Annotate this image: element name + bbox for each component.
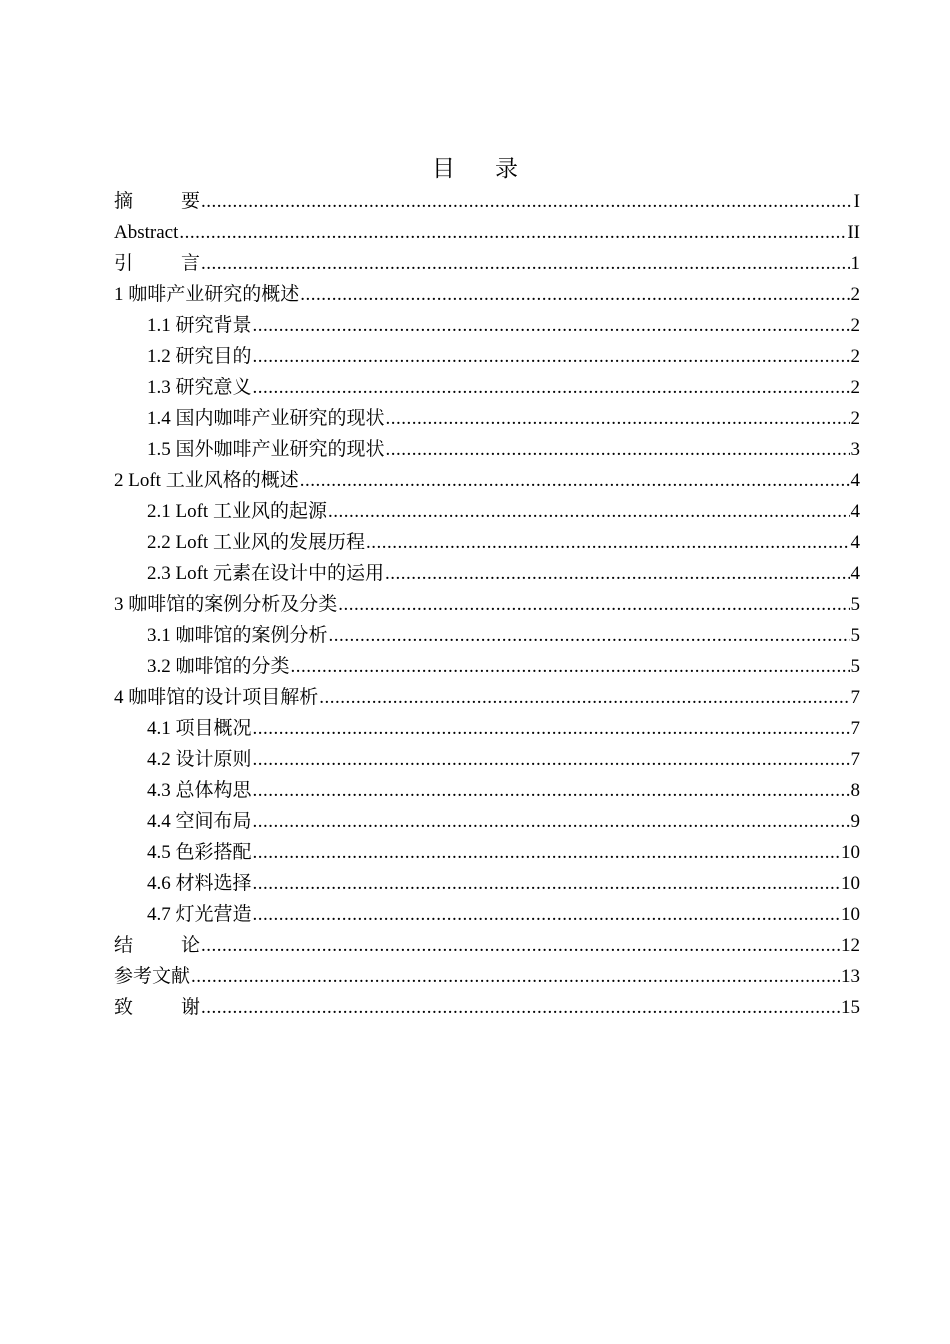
toc-entry-label: 4.6 材料选择	[147, 873, 252, 894]
toc-entry[interactable]	[114, 589, 860, 620]
toc-entry-page-number: 7	[850, 749, 860, 770]
toc-entry-label: 4.4 空间布局	[147, 811, 252, 832]
toc-dot-leader	[179, 217, 846, 248]
toc-entry-page-number: 4	[850, 532, 860, 553]
toc-dot-leader	[319, 682, 849, 713]
toc-entry-page-number: 10	[841, 842, 860, 863]
toc-dot-leader	[201, 930, 840, 961]
toc-dot-leader	[338, 589, 849, 620]
toc-entry-label: 3.1 咖啡馆的案例分析	[147, 625, 328, 646]
toc-dot-leader	[386, 403, 850, 434]
toc-entry[interactable]	[114, 620, 860, 651]
toc-entry-page-number: 5	[850, 625, 860, 646]
toc-entry-label: 4.2 设计原则	[147, 749, 252, 770]
toc-entry-label: 4.1 项目概况	[147, 718, 252, 739]
toc-entry-label-first-char: 引	[114, 253, 134, 274]
toc-entry[interactable]	[114, 744, 860, 775]
toc-entry-label	[114, 992, 200, 1023]
toc-entry-label: 2.2 Loft 工业风的发展历程	[147, 532, 365, 553]
toc-entry-label-second-char: 要	[181, 191, 201, 212]
toc-entry-page-number: 3	[850, 439, 860, 460]
toc-entry-page-number: 10	[841, 904, 860, 925]
toc-dot-leader	[328, 496, 850, 527]
toc-title	[0, 152, 950, 186]
toc-entry[interactable]	[114, 682, 860, 713]
toc-entry-page-number: 4	[850, 470, 860, 491]
toc-entry-label: 4 咖啡馆的设计项目解析	[114, 687, 319, 708]
toc-entry-label	[114, 186, 200, 217]
toc-dot-leader	[253, 310, 850, 341]
toc-entry[interactable]	[114, 930, 860, 961]
toc-entry-label: 1.4 国内咖啡产业研究的现状	[147, 408, 385, 429]
toc-entry-label-first-char: 结	[114, 935, 134, 956]
toc-entry-label-second-char: 言	[181, 253, 201, 274]
toc-entry-label: 3.2 咖啡馆的分类	[147, 656, 290, 677]
toc-entry[interactable]	[114, 186, 860, 217]
toc-dot-leader	[253, 372, 850, 403]
toc-entry-page-number: 15	[841, 997, 860, 1018]
toc-entry-label: Abstract	[114, 222, 179, 243]
toc-entry-page-number: 5	[850, 656, 860, 677]
toc-entry[interactable]	[114, 496, 860, 527]
toc-entry-page-number: 2	[850, 377, 860, 398]
toc-dot-leader	[366, 527, 850, 558]
toc-entry[interactable]	[114, 434, 860, 465]
toc-dot-leader	[291, 651, 850, 682]
toc-entry[interactable]	[114, 248, 860, 279]
toc-entry-page-number: 2	[850, 284, 860, 305]
toc-entry[interactable]	[114, 899, 860, 930]
toc-entry-page-number: 13	[841, 966, 860, 987]
toc-entry-page-number: 4	[850, 563, 860, 584]
toc-entry[interactable]	[114, 465, 860, 496]
toc-entry[interactable]	[114, 558, 860, 589]
toc-entry-label: 4.5 色彩搭配	[147, 842, 252, 863]
toc-entry[interactable]	[114, 341, 860, 372]
toc-entry-page-number: I	[853, 191, 860, 212]
toc-entry-page-number: 2	[850, 408, 860, 429]
toc-dot-leader	[253, 775, 850, 806]
toc-title-left: 目	[432, 156, 455, 182]
toc-entry-label: 1.1 研究背景	[147, 315, 252, 336]
toc-entry-page-number: 7	[850, 718, 860, 739]
toc-entry-label-first-char: 摘	[114, 191, 134, 212]
toc-entry-page-number: 5	[850, 594, 860, 615]
toc-entry-page-number: 2	[850, 346, 860, 367]
toc-dot-leader	[300, 279, 849, 310]
toc-entry-label: 2.1 Loft 工业风的起源	[147, 501, 327, 522]
toc-entry-label	[114, 248, 200, 279]
toc-entry-page-number: 2	[850, 315, 860, 336]
toc-entry[interactable]	[114, 837, 860, 868]
toc-entry-page-number: 8	[850, 780, 860, 801]
toc-dot-leader	[386, 434, 850, 465]
toc-entry[interactable]	[114, 403, 860, 434]
toc-dot-leader	[253, 899, 840, 930]
toc-entry[interactable]	[114, 651, 860, 682]
toc-dot-leader	[253, 837, 840, 868]
toc-entry[interactable]	[114, 527, 860, 558]
toc-entry-label: 3 咖啡馆的案例分析及分类	[114, 594, 338, 615]
toc-entry-page-number: 1	[850, 253, 860, 274]
toc-entry-page-number: 4	[850, 501, 860, 522]
toc-entry-label: 1 咖啡产业研究的概述	[114, 284, 300, 305]
toc-dot-leader	[201, 992, 840, 1023]
toc-entry-label: 4.3 总体构思	[147, 780, 252, 801]
toc-entry-label: 2 Loft 工业风格的概述	[114, 470, 299, 491]
toc-dot-leader	[253, 713, 850, 744]
toc-dot-leader	[253, 868, 840, 899]
toc-entry[interactable]	[114, 992, 860, 1023]
toc-entry-label: 1.2 研究目的	[147, 346, 252, 367]
toc-entry[interactable]	[114, 372, 860, 403]
toc-dot-leader	[253, 806, 850, 837]
toc-entry-page-number: 9	[850, 811, 860, 832]
toc-entry-label-second-char: 谢	[181, 997, 201, 1018]
toc-dot-leader	[385, 558, 850, 589]
toc-entry-label: 1.5 国外咖啡产业研究的现状	[147, 439, 385, 460]
toc-entry-page-number: 12	[841, 935, 860, 956]
toc-entry[interactable]	[114, 217, 860, 248]
toc-entry[interactable]	[114, 713, 860, 744]
toc-title-right: 录	[495, 156, 518, 182]
toc-entry-label-first-char: 致	[114, 997, 134, 1018]
toc-entry-label: 参考文献	[114, 966, 191, 987]
toc-dot-leader	[253, 744, 850, 775]
toc-dot-leader	[253, 341, 850, 372]
toc-entry-page-number: 7	[850, 687, 860, 708]
toc-entry-label-second-char: 论	[181, 935, 201, 956]
toc-dot-leader	[191, 961, 840, 992]
toc-dot-leader	[201, 248, 849, 279]
toc-entry-page-number: 10	[841, 873, 860, 894]
toc-entry[interactable]	[114, 775, 860, 806]
toc-entry[interactable]	[114, 961, 860, 992]
toc-dot-leader	[300, 465, 850, 496]
toc-entry[interactable]	[114, 279, 860, 310]
toc-entry-label: 2.3 Loft 元素在设计中的运用	[147, 563, 384, 584]
toc-dot-leader	[201, 186, 853, 217]
toc-entry-page-number: II	[847, 222, 860, 243]
toc-dot-leader	[329, 620, 850, 651]
toc-entry-label: 4.7 灯光营造	[147, 904, 252, 925]
toc-entry[interactable]	[114, 806, 860, 837]
toc-entry-label: 1.3 研究意义	[147, 377, 252, 398]
toc-entry[interactable]	[114, 310, 860, 341]
toc-entry[interactable]	[114, 868, 860, 899]
table-of-contents	[114, 186, 860, 1023]
toc-entry-label	[114, 930, 200, 961]
